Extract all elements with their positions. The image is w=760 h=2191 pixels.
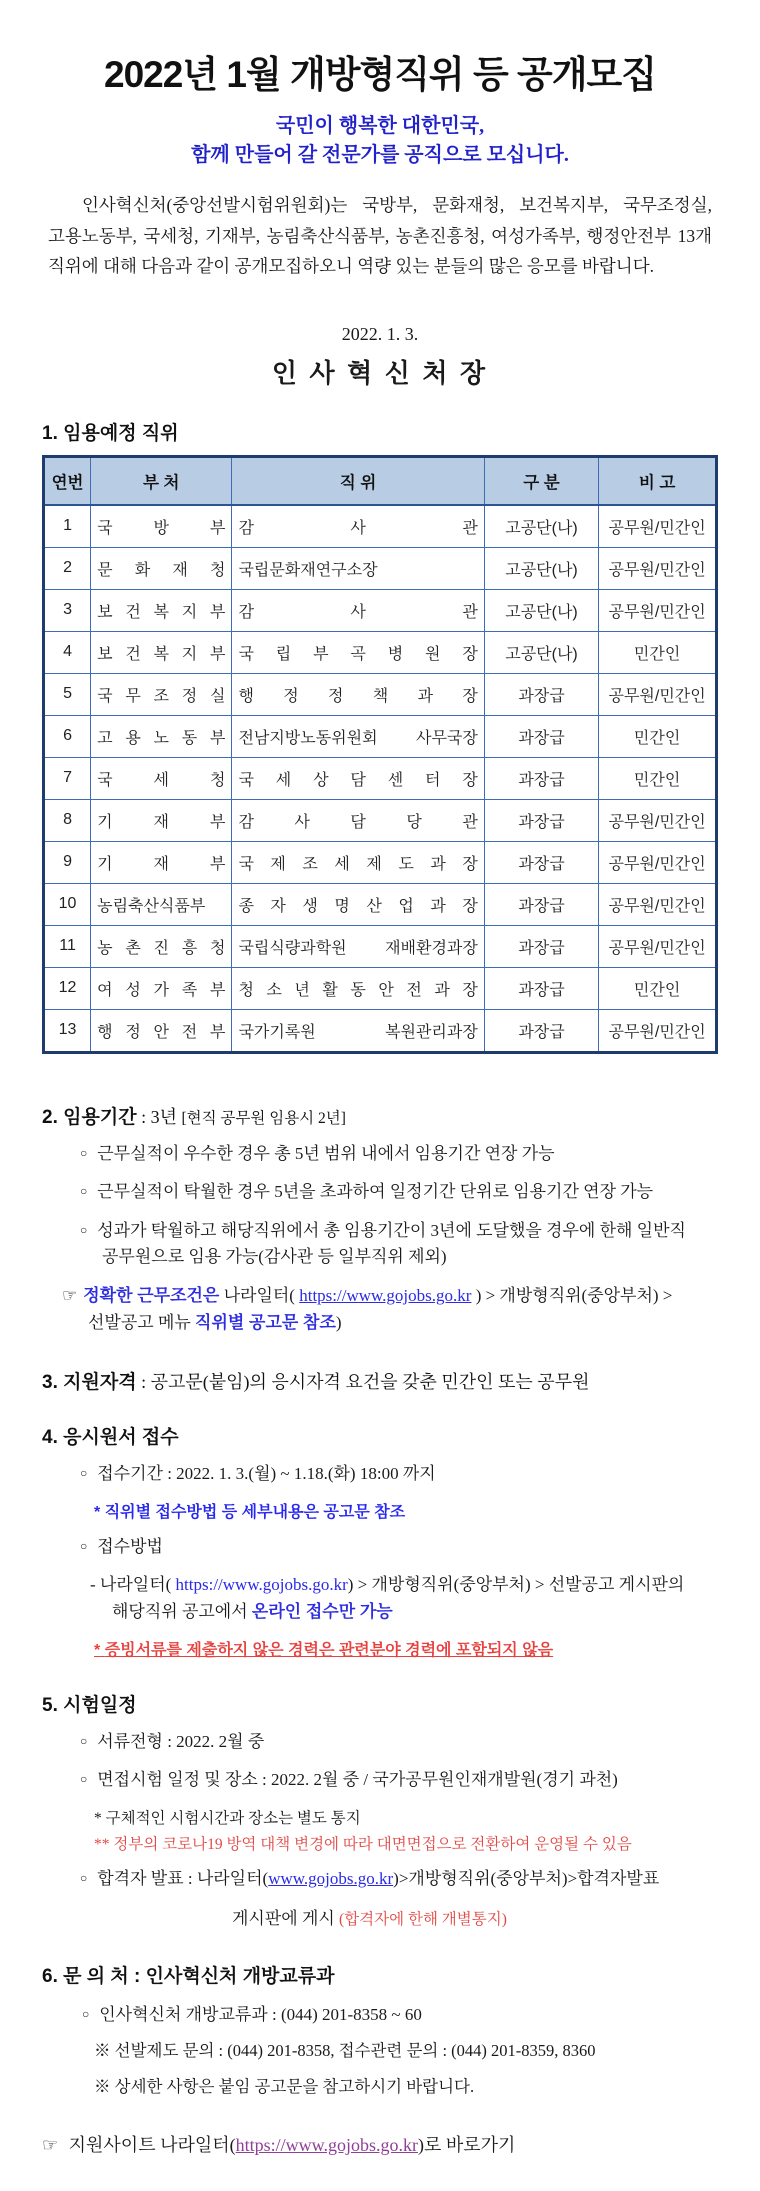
- section-1-number: 1.: [42, 422, 58, 444]
- notice-menu-emphasis: 직위별 공고문 참조: [195, 1313, 336, 1333]
- circle-bullet: ○: [80, 1465, 88, 1480]
- ministry-cell: 문 화 재 청: [91, 547, 232, 589]
- section-5-title: 시험일정: [63, 1695, 137, 1716]
- section-positions: [42, 418, 718, 1054]
- section-contact: [42, 1961, 718, 2097]
- gojobs-link[interactable]: www.gojobs.go.kr: [268, 1868, 394, 1888]
- intro-paragraph: 인사혁신처(중앙선발시험위원회)는 국방부, 문화재청, 보건복지부, 국무조정실, 고용노동부, 국세청, 기재부, 농림축산식품부, 농촌진흥청, 여성가족부, 행정안전부 13개 직위에 대해 다음과 같이 공개모집하오니 역량 있는 분들의 많은 응모를 바랍니다.: [48, 195, 712, 277]
- circle-bullet: ○: [80, 1145, 88, 1160]
- circle-bullet: ○: [80, 1222, 88, 1237]
- table-row: [44, 925, 717, 967]
- blue-note: [94, 1499, 718, 1522]
- gojobs-link-footer[interactable]: https://www.gojobs.go.kr: [235, 2135, 418, 2156]
- grade-cell: 과장급: [484, 673, 598, 715]
- position-cell: 국립문화재연구소장: [232, 547, 484, 589]
- method-detail: [90, 1572, 718, 1625]
- work-condition-note: [62, 1282, 718, 1336]
- row-number-cell: 7: [44, 757, 91, 799]
- table-row: [44, 967, 717, 1009]
- positions-table-body: [44, 505, 717, 1053]
- contact-ref-2: [94, 2073, 718, 2097]
- grade-cell: 과장급: [484, 925, 598, 967]
- section-2-number: 2.: [42, 1106, 58, 1128]
- grade-cell: 과장급: [484, 967, 598, 1009]
- red-note-text: 증빙서류를 제출하지 않은 경력은 관련분야 경력에 포함되지 않음: [104, 1642, 554, 1659]
- position-cell: 감 사 담 당 관: [232, 799, 484, 841]
- list-item: [80, 1729, 718, 1755]
- ministry-cell: 행 정 안 전 부: [91, 1009, 232, 1052]
- eligibility-cell: 공무원/민간인: [599, 1009, 717, 1052]
- section-3-title: 지원자격: [63, 1371, 137, 1393]
- section-3-number: 3.: [42, 1371, 58, 1393]
- row-number-cell: 10: [44, 883, 91, 925]
- ministry-cell: 기 재 부: [91, 841, 232, 883]
- eligibility-cell: 공무원/민간인: [599, 505, 717, 548]
- note-text: ) > 개방형직위(중앙부처) > 선발공고 메뉴: [88, 1286, 673, 1333]
- subtitle-line-1: 국민이 행복한 대한민국,: [275, 115, 485, 137]
- eligibility-cell: 민간인: [599, 715, 717, 757]
- schedule-note-1-text: 구체적인 시험시간과 장소는 별도 통지: [105, 1809, 361, 1827]
- contact-phone-text: 인사혁신처 개방교류과 : (044) 201-8358 ~ 60: [99, 2005, 422, 2025]
- blue-note-text: 직위별 접수방법 등 세부내용은 공고문 참조: [104, 1503, 406, 1521]
- star-marker: *: [94, 1642, 101, 1659]
- position-cell: 국립식량과학원 재배환경과장: [232, 925, 484, 967]
- row-number-cell: 6: [44, 715, 91, 757]
- table-row: [44, 673, 717, 715]
- schedule-note-2: [94, 1832, 718, 1854]
- table-row: [44, 1009, 717, 1052]
- table-row: [44, 547, 717, 589]
- row-number-cell: 12: [44, 967, 91, 1009]
- note-text: 나라일터(: [219, 1286, 300, 1306]
- col-header-position: 직 위: [232, 456, 484, 505]
- bullet-text: 근무실적이 탁월한 경우 5년을 초과하여 일정기간 단위로 임용기간 연장 가능: [97, 1182, 654, 1202]
- grade-cell: 과장급: [484, 1009, 598, 1052]
- announcement-date: 2022. 1. 3.: [341, 323, 419, 344]
- star-marker: *: [94, 1809, 102, 1827]
- eligibility-cell: 공무원/민간인: [599, 673, 717, 715]
- circle-bullet: ○: [80, 1734, 88, 1748]
- list-item: [80, 1534, 718, 1560]
- schedule-details: [42, 1729, 718, 1929]
- pointer-icon: ☞: [42, 2135, 59, 2156]
- positions-table-head: [44, 456, 717, 505]
- eligibility-cell: 민간인: [599, 967, 717, 1009]
- section-6-number: 6.: [42, 1966, 58, 1988]
- grade-cell: 고공단(나): [484, 547, 598, 589]
- contact-phone-line: [82, 2000, 718, 2025]
- result-text: 합격자 발표 : 나라일터(: [97, 1868, 269, 1888]
- result-line-2: [232, 1904, 718, 1929]
- note-text: ): [335, 1313, 342, 1333]
- grade-cell: 과장급: [484, 715, 598, 757]
- col-header-no: 연번: [44, 456, 91, 505]
- list-item: [80, 1218, 718, 1271]
- table-row: [44, 841, 717, 883]
- col-header-ministry: 부 처: [91, 456, 232, 505]
- double-star-marker: **: [94, 1835, 110, 1853]
- contact-ref-1: [94, 2037, 718, 2061]
- method-text: 나라일터(: [99, 1575, 176, 1595]
- employment-bullets: [42, 1141, 718, 1337]
- section-2-suffix: : 3년: [136, 1106, 182, 1127]
- list-item: [80, 1461, 718, 1487]
- online-only-emphasis: 온라인 접수만 가능: [251, 1601, 393, 1621]
- row-number-cell: 13: [44, 1009, 91, 1052]
- footer-apply-link-line: [42, 2131, 718, 2157]
- section-4-heading: [42, 1422, 718, 1449]
- circle-bullet: ○: [80, 1772, 88, 1787]
- subtitle-line-2: 함께 만들어 갈 전문가를 공직으로 모십니다.: [191, 144, 569, 166]
- dash-marker: -: [90, 1575, 96, 1595]
- schedule-note-2-text: 정부의 코로나19 방역 대책 변경에 따라 대면면접으로 전환하여 운영될 수 있음: [113, 1835, 632, 1853]
- position-cell: 국 립 부 곡 병 원 장: [232, 631, 484, 673]
- ministry-cell: 국 방 부: [91, 505, 232, 548]
- section-3-text: : 공고문(붙임)의 응시자격 요건을 갖춘 민간인 또는 공무원: [136, 1371, 590, 1392]
- eligibility-cell: 민간인: [599, 631, 717, 673]
- grade-cell: 과장급: [484, 799, 598, 841]
- circle-bullet: ○: [80, 1870, 88, 1885]
- star-marker: *: [94, 1503, 101, 1521]
- position-cell: 전남지방노동위원회 사무국장: [232, 715, 484, 757]
- ministry-cell: 보 건 복 지 부: [91, 631, 232, 673]
- ministry-cell: 농림축산식품부: [91, 883, 232, 925]
- section-5-number: 5.: [42, 1695, 58, 1716]
- grade-cell: 과장급: [484, 841, 598, 883]
- gojobs-link[interactable]: https://www.gojobs.go.kr: [299, 1286, 472, 1306]
- result-text: 게시판에 게시: [232, 1909, 340, 1929]
- position-cell: 종 자 생 명 산 업 과 장: [232, 883, 484, 925]
- table-row: [44, 715, 717, 757]
- grade-cell: 고공단(나): [484, 589, 598, 631]
- section-qualification: [42, 1367, 718, 1394]
- row-number-cell: 8: [44, 799, 91, 841]
- section-application: [42, 1422, 718, 1660]
- application-period: 접수기간 : 2022. 1. 3.(월) ~ 1.18.(화) 18:00 까지: [97, 1463, 436, 1483]
- section-6-heading: [42, 1961, 718, 1988]
- reference-marker: ※: [94, 2077, 111, 2097]
- section-3-heading: [42, 1367, 718, 1394]
- table-row: [44, 883, 717, 925]
- ministry-cell: 국 무 조 정 실: [91, 673, 232, 715]
- result-announcement: [80, 1866, 718, 1892]
- section-2-heading: [42, 1102, 718, 1129]
- table-row: [44, 757, 717, 799]
- pointer-icon: ☞: [62, 1286, 78, 1306]
- ministry-cell: 기 재 부: [91, 799, 232, 841]
- section-2-bracket: [현직 공무원 임용시 2년]: [181, 1109, 346, 1127]
- circle-bullet: ○: [80, 1538, 88, 1553]
- position-cell: 국가기록원 복원관리과장: [232, 1009, 484, 1052]
- positions-table: [42, 455, 718, 1054]
- ministry-cell: 여 성 가 족 부: [91, 967, 232, 1009]
- ministry-cell: 보 건 복 지 부: [91, 589, 232, 631]
- section-4-title: 응시원서 접수: [63, 1426, 179, 1448]
- section-1-heading: [42, 418, 718, 445]
- row-number-cell: 2: [44, 547, 91, 589]
- footer-text: )로 바로가기: [417, 2135, 516, 2156]
- row-number-cell: 11: [44, 925, 91, 967]
- list-item: [80, 1179, 718, 1205]
- row-number-cell: 3: [44, 589, 91, 631]
- method-label: 접수방법: [97, 1536, 163, 1556]
- grade-cell: 과장급: [484, 757, 598, 799]
- position-cell: 감 사 관: [232, 589, 484, 631]
- eligibility-cell: 공무원/민간인: [599, 841, 717, 883]
- eligibility-cell: 공무원/민간인: [599, 799, 717, 841]
- row-number-cell: 1: [44, 505, 91, 548]
- interview-text: 면접시험 일정 및 장소 : 2022. 2월 중 / 국가공무원인재개발원(경기 과천): [97, 1770, 618, 1790]
- schedule-note-1: [94, 1806, 718, 1828]
- ministry-cell: 고 용 노 동 부: [91, 715, 232, 757]
- section-1-title: 임용예정 직위: [63, 422, 179, 444]
- grade-cell: 과장급: [484, 883, 598, 925]
- section-4-number: 4.: [42, 1426, 58, 1448]
- circle-bullet: ○: [80, 1184, 88, 1199]
- page-title: 2022년 1월 개방형직위 등 공개모집: [104, 54, 656, 95]
- section-6-title: 문 의 처 : 인사혁신처 개방교류과: [63, 1966, 335, 1988]
- position-cell: 국 제 조 세 제 도 과 장: [232, 841, 484, 883]
- grade-cell: 고공단(나): [484, 505, 598, 548]
- section-employment-period: [42, 1102, 718, 1337]
- header-row: [44, 456, 717, 505]
- contact-ref-2-text: 상세한 사항은 붙임 공고문을 참고하시기 바랍니다.: [114, 2077, 475, 2097]
- reference-marker: ※: [94, 2041, 111, 2061]
- position-cell: 국 세 상 담 센 터 장: [232, 757, 484, 799]
- application-details: [42, 1461, 718, 1660]
- method-text: ) > 개방형직위(중앙부처) > 선발공고 게시판의 해당직위 공고에서: [112, 1575, 685, 1621]
- circle-bullet: ○: [82, 2007, 90, 2022]
- table-row: [44, 631, 717, 673]
- row-number-cell: 4: [44, 631, 91, 673]
- row-number-cell: 9: [44, 841, 91, 883]
- eligibility-cell: 공무원/민간인: [599, 547, 717, 589]
- ministry-cell: 농 촌 진 흥 청: [91, 925, 232, 967]
- col-header-grade: 구 분: [484, 456, 598, 505]
- work-condition-emphasis: 정확한 근무조건은: [83, 1286, 220, 1306]
- eligibility-cell: 공무원/민간인: [599, 925, 717, 967]
- eligibility-cell: 공무원/민간인: [599, 589, 717, 631]
- section-2-title: 임용기간: [63, 1106, 137, 1128]
- result-text: )>개방형직위(중앙부처)>합격자발표: [393, 1868, 660, 1888]
- bullet-text: 근무실적이 우수한 경우 총 5년 범위 내에서 임용기간 연장 가능: [97, 1143, 555, 1163]
- eligibility-cell: 민간인: [599, 757, 717, 799]
- result-individual-notice: (합격자에 한해 개별통지): [339, 1911, 507, 1929]
- eligibility-cell: 공무원/민간인: [599, 883, 717, 925]
- grade-cell: 고공단(나): [484, 631, 598, 673]
- bullet-text: 성과가 탁월하고 해당직위에서 총 임용기간이 3년에 도달했을 경우에 한해 일반직 공무원으로 임용 가능(감사관 등 일부직위 제외): [97, 1220, 686, 1266]
- col-header-note: 비 고: [599, 456, 717, 505]
- list-item: [80, 1767, 718, 1793]
- ministry-cell: 국 세 청: [91, 757, 232, 799]
- table-row: [44, 589, 717, 631]
- section-exam-schedule: [42, 1690, 718, 1929]
- contact-ref-1-text: 선발제도 문의 : (044) 201-8358, 접수관련 문의 : (044) 201-8359, 8360: [114, 2041, 596, 2061]
- position-cell: 행 정 정 책 과 장: [232, 673, 484, 715]
- row-number-cell: 5: [44, 673, 91, 715]
- position-cell: 감 사 관: [232, 505, 484, 548]
- gojobs-link[interactable]: https://www.gojobs.go.kr: [175, 1575, 348, 1595]
- table-row: [44, 505, 717, 548]
- list-item: [80, 1141, 718, 1167]
- red-warning-note: [94, 1637, 718, 1660]
- section-5-heading: [42, 1690, 718, 1717]
- signature-minister: 인 사 혁 신 처 장: [271, 358, 489, 388]
- footer-text: 지원사이트 나라일터(: [64, 2135, 236, 2156]
- position-cell: 청 소 년 활 동 안 전 과 장: [232, 967, 484, 1009]
- table-row: [44, 799, 717, 841]
- doc-review-text: 서류전형 : 2022. 2월 중: [97, 1732, 265, 1751]
- subtitle: [42, 112, 718, 170]
